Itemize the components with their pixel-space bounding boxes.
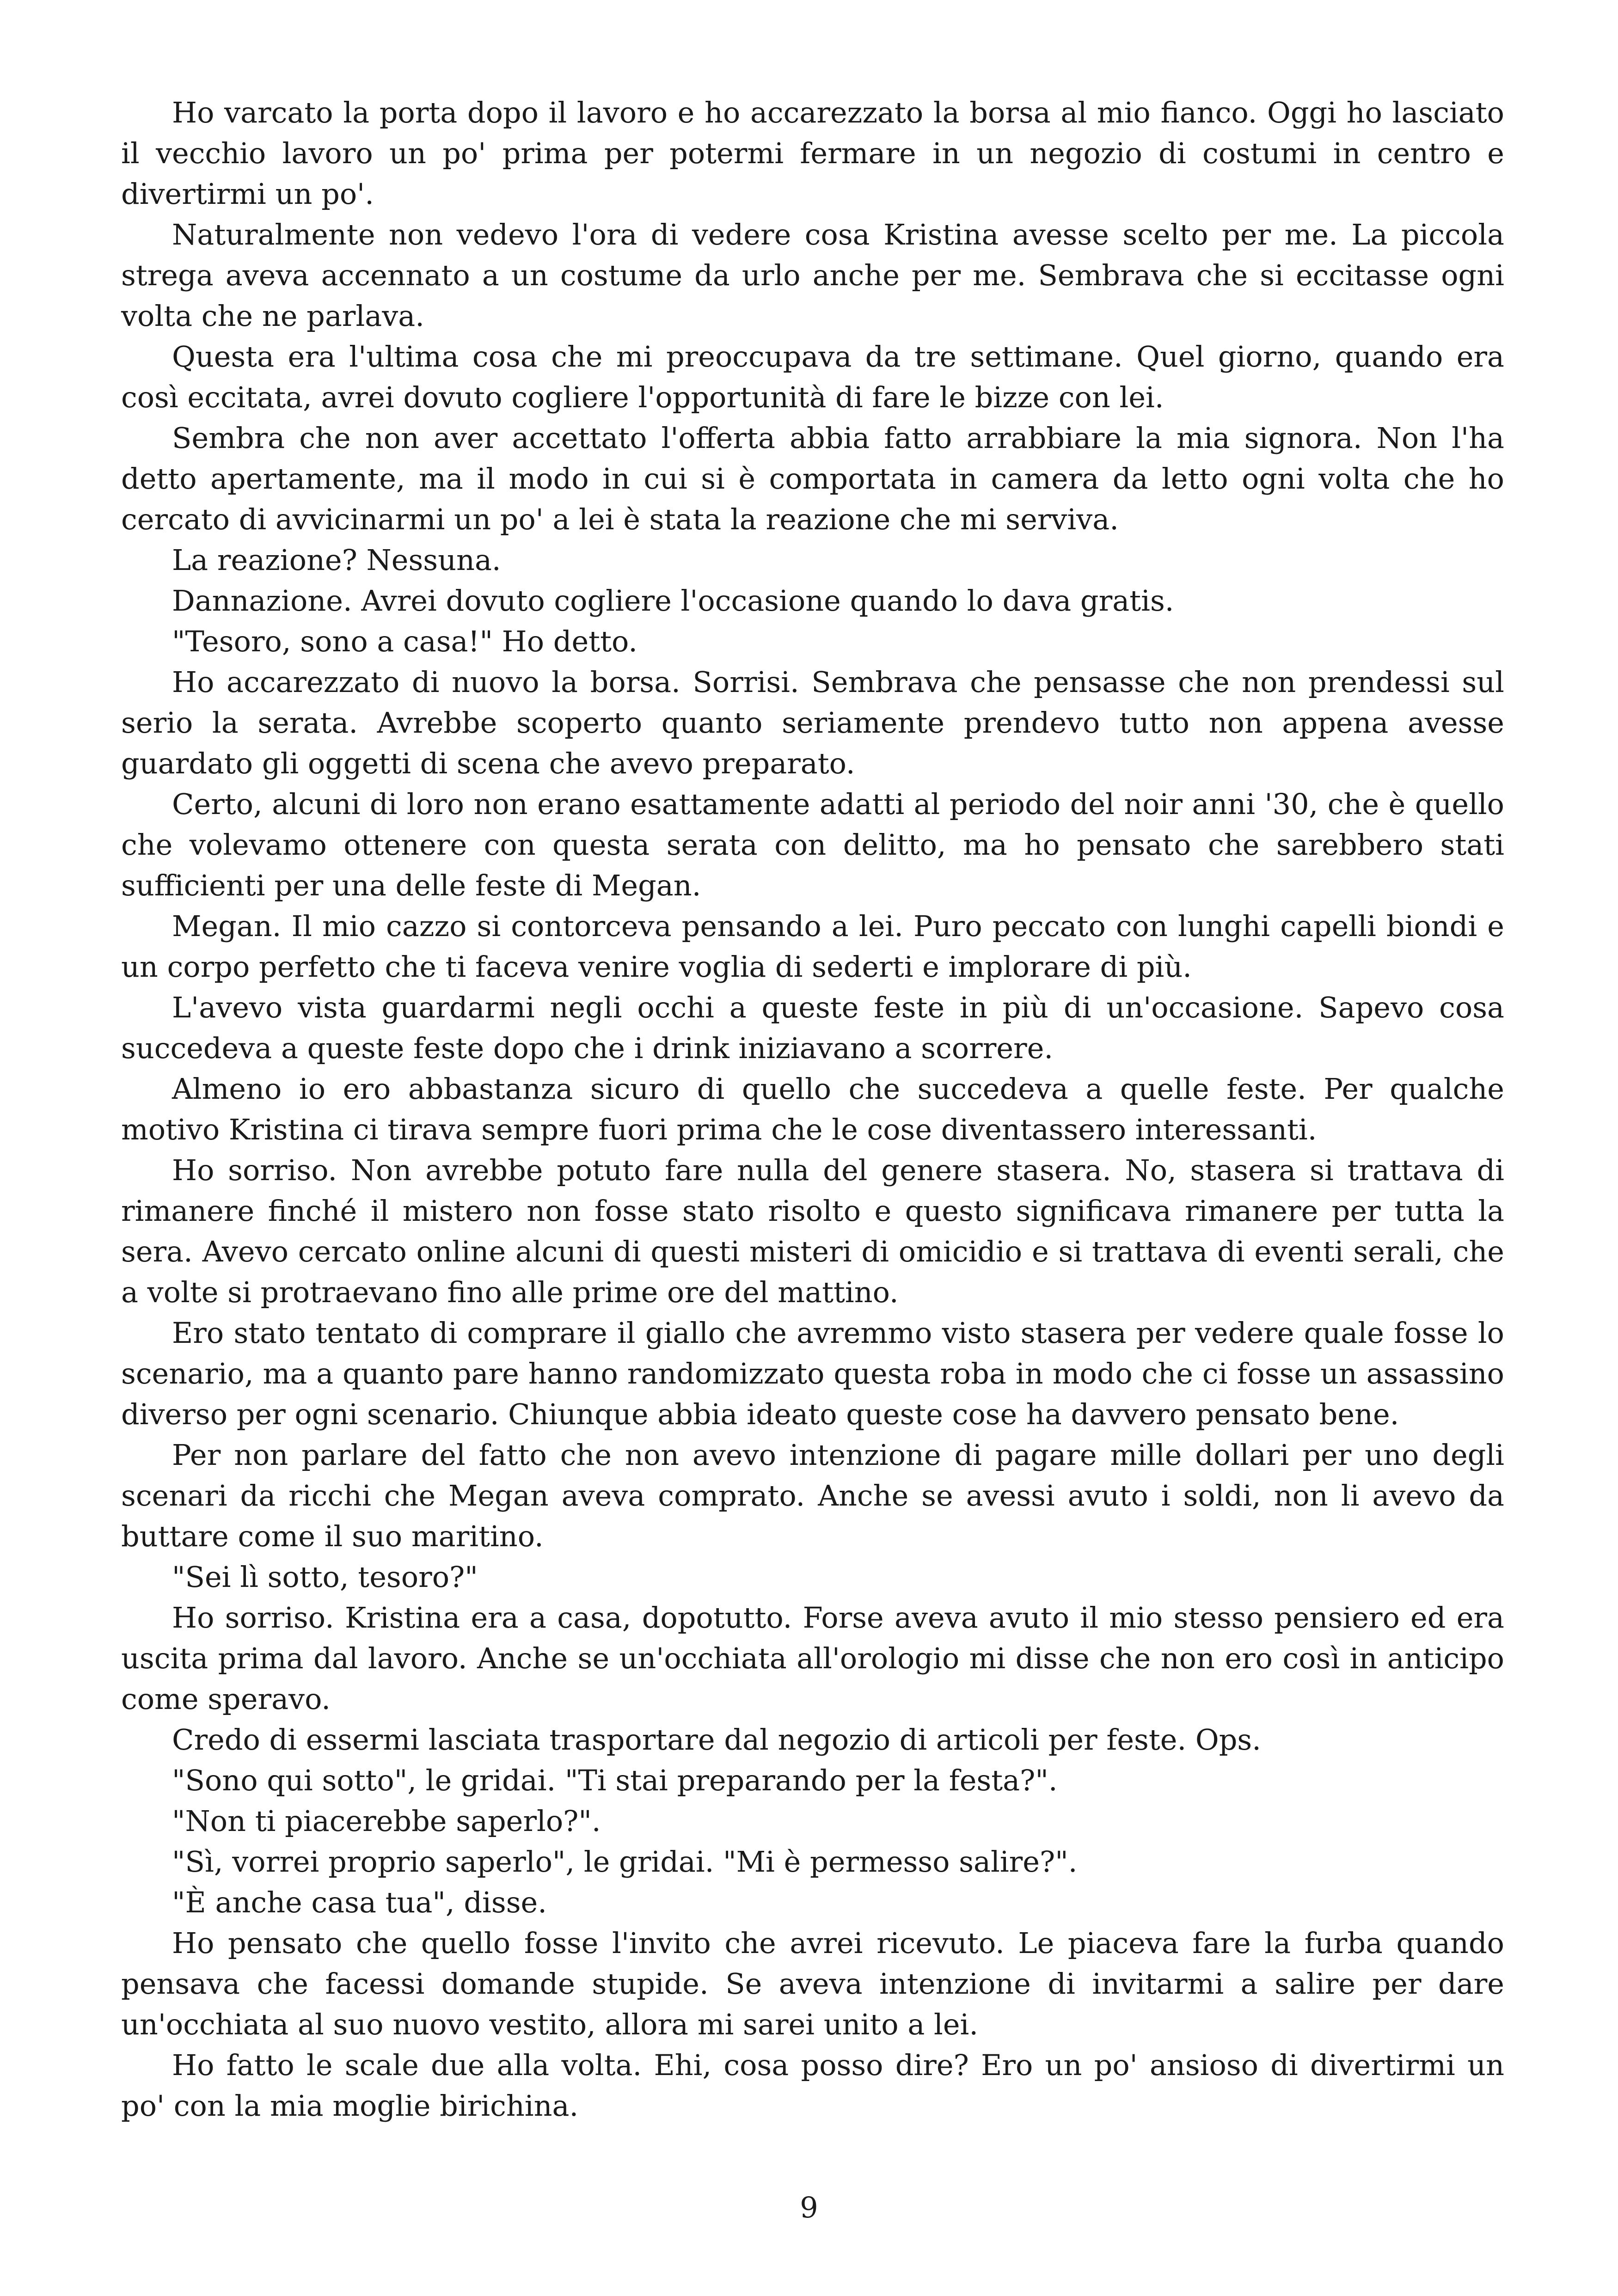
- paragraph-12: Almeno io ero abbastanza sicuro di quello che succedeva a quelle feste. Per qualche motivo Kristina ci tirava sempre fuori prima che le cose diventassero interessanti.: [121, 1072, 1504, 1146]
- paragraph-16: "Sei lì sotto, tesoro?": [172, 1560, 478, 1594]
- page-number: 9: [800, 2191, 818, 2224]
- paragraph-23: Ho pensato che quello fosse l'invito che avrei ricevuto. Le piaceva fare la furba quando pensava che facessi domande stupide. Se aveva intenzione di invitarmi a salire per dare un'occhiata al suo nuovo vestito, allora mi sarei unito a lei.: [121, 1926, 1504, 2041]
- paragraph-18: Credo di essermi lasciata trasportare dal negozio di articoli per feste. Ops.: [172, 1723, 1261, 1757]
- paragraph-15: Per non parlare del fatto che non avevo intenzione di pagare mille dollari per uno degli scenari da ricchi che Megan aveva comprato. Anche se avessi avuto i soldi, non li avevo da buttare come il suo maritino.: [121, 1438, 1504, 1553]
- paragraph-5: La reazione? Nessuna.: [172, 543, 501, 577]
- paragraph-1: Ho varcato la porta dopo il lavoro e ho accarezzato la borsa al mio fianco. Oggi ho lasciato il vecchio lavoro un po' prima per potermi fermare in un negozio di costumi in centro e divertirmi un po'.: [121, 96, 1504, 211]
- paragraph-22: "È anche casa tua", disse.: [172, 1886, 547, 1919]
- paragraph-21: "Sì, vorrei proprio saperlo", le gridai. "Mi è permesso salire?".: [172, 1845, 1078, 1879]
- paragraph-11: L'avevo vista guardarmi negli occhi a queste feste in più di un'occasione. Sapevo cosa succedeva a queste feste dopo che i drink iniziavano a scorrere.: [121, 991, 1504, 1065]
- paragraph-8: Ho accarezzato di nuovo la borsa. Sorrisi. Sembrava che pensasse che non prendessi sul serio la serata. Avrebbe scoperto quanto seriamente prendevo tutto non appena avesse guardato gli oggetti di scena che avevo preparato.: [121, 665, 1504, 780]
- paragraph-9: Certo, alcuni di loro non erano esattamente adatti al periodo del noir anni '30, che è quello che volevamo ottenere con questa serata con delitto, ma ho pensato che sarebbero stati sufficienti per una delle feste di Megan.: [121, 787, 1504, 902]
- paragraph-10: Megan. Il mio cazzo si contorceva pensando a lei. Puro peccato con lunghi capelli biondi e un corpo perfetto che ti faceva venire voglia di sederti e implorare di più.: [121, 909, 1504, 984]
- paragraph-19: "Sono qui sotto", le gridai. "Ti stai preparando per la festa?".: [172, 1763, 1058, 1797]
- paragraph-7: "Tesoro, sono a casa!" Ho detto.: [172, 625, 637, 658]
- paragraph-14: Ero stato tentato di comprare il giallo che avremmo visto stasera per vedere quale fosse lo scenario, ma a quanto pare hanno randomizzato questa roba in modo che ci fosse un assassino diverso per ogni scenario. Chiunque abbia ideato queste cose ha davvero pensato bene.: [121, 1316, 1504, 1431]
- paragraph-2: Naturalmente non vedevo l'ora di vedere cosa Kristina avesse scelto per me. La piccola strega aveva accennato a un costume da urlo anche per me. Sembrava che si eccitasse ogni volta che ne parlava.: [121, 218, 1504, 333]
- body-text: [121, 92, 1504, 2126]
- paragraph-17: Ho sorriso. Kristina era a casa, dopotutto. Forse aveva avuto il mio stesso pensiero ed era uscita prima dal lavoro. Anche se un'occhiata all'orologio mi disse che non ero così in anticipo come speravo.: [121, 1601, 1504, 1716]
- paragraph-6: Dannazione. Avrei dovuto cogliere l'occasione quando lo dava gratis.: [172, 584, 1174, 618]
- paragraph-3: Questa era l'ultima cosa che mi preoccupava da tre settimane. Quel giorno, quando era così eccitata, avrei dovuto cogliere l'opportunità di fare le bizze con lei.: [121, 340, 1504, 414]
- paragraph-4: Sembra che non aver accettato l'offerta abbia fatto arrabbiare la mia signora. Non l'ha detto apertamente, ma il modo in cui si è comportata in camera da letto ogni volta che ho cercato di avvicinarmi un po' a lei è stata la reazione che mi serviva.: [121, 421, 1504, 536]
- paragraph-24: Ho fatto le scale due alla volta. Ehi, cosa posso dire? Ero un po' ansioso di divertirmi un po' con la mia moglie birichina.: [121, 2048, 1504, 2123]
- paragraph-20: "Non ti piacerebbe saperlo?".: [172, 1804, 601, 1838]
- paragraph-13: Ho sorriso. Non avrebbe potuto fare nulla del genere stasera. No, stasera si trattava di rimanere finché il mistero non fosse stato risolto e questo significava rimanere per tutta la sera. Avevo cercato online alcuni di questi misteri di omicidio e si trattava di eventi serali, che a volte si protraevano fino alle prime ore del mattino.: [121, 1153, 1504, 1309]
